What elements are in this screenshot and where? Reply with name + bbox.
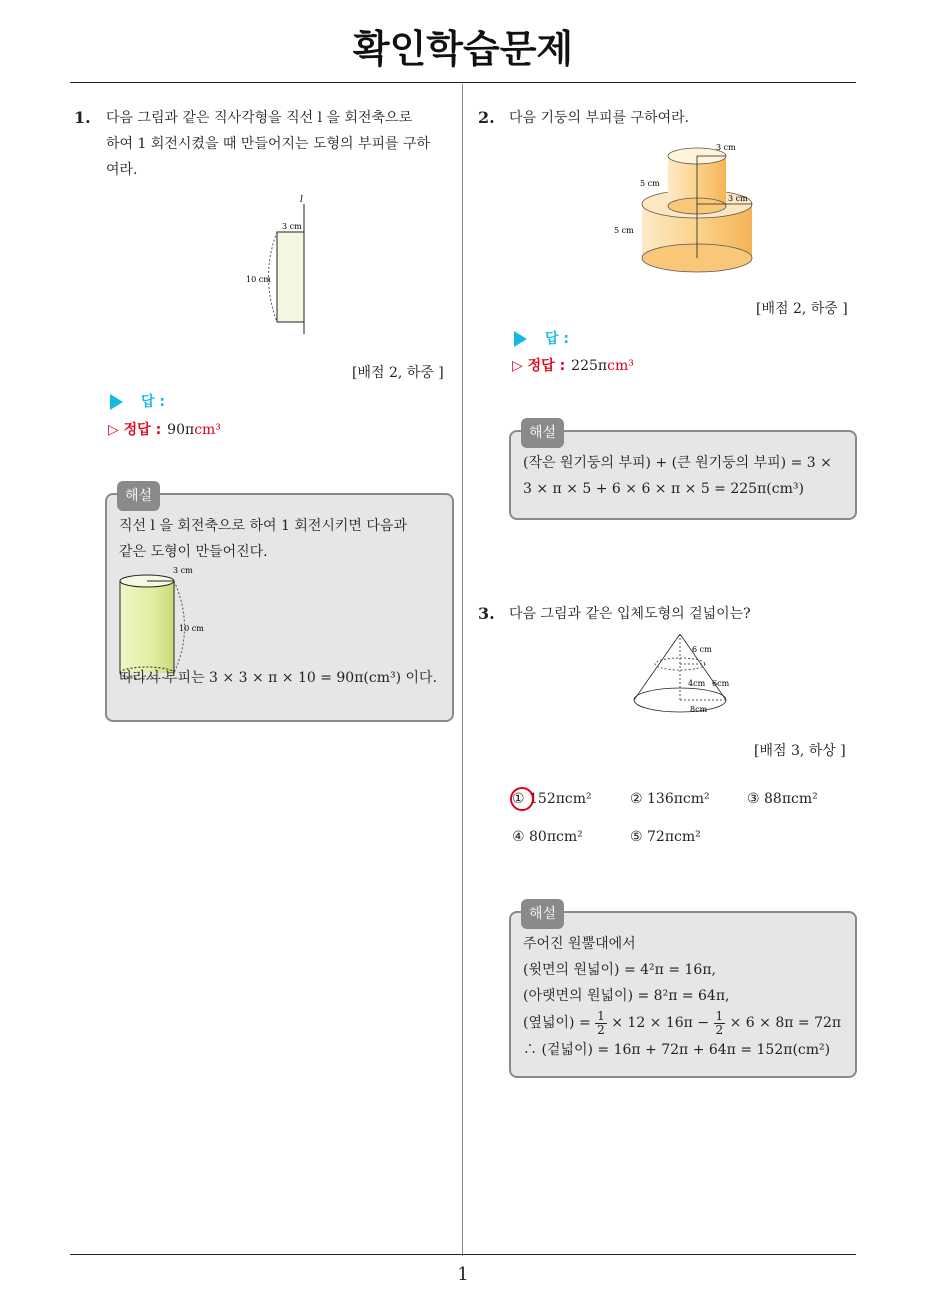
q2-answer-row — [514, 328, 569, 348]
q1-text — [106, 105, 458, 183]
q1-sol-fig-10cm: 10 cm — [179, 624, 204, 633]
q3-fig-6cm-side: 6cm — [712, 679, 730, 688]
q3-number: 3. — [478, 604, 495, 623]
q3-fig-6cm-top: 6 cm — [692, 645, 712, 654]
q1-sol-line1: 직선 l 을 회전축으로 하여 1 회전시키면 다음과 — [119, 518, 407, 534]
q3-solution-box — [509, 906, 857, 1078]
q1-text-line1: 다음 그림과 같은 직사각형을 직선 l 을 회전축으로 — [106, 110, 413, 126]
q1-fig-3cm-label: 3 cm — [282, 222, 302, 231]
q3-frac2-den: 2 — [715, 1022, 724, 1037]
q1-number: 1. — [74, 108, 91, 127]
q1-answer-label: 답 : — [141, 394, 165, 410]
q2-number: 2. — [478, 108, 495, 127]
q3-fig-8cm: 8cm — [690, 705, 708, 714]
q1-fig-l-label: l — [300, 195, 303, 205]
q1-answer-row — [110, 391, 165, 411]
q3-fig-4cm: 4cm — [688, 679, 706, 688]
q2-text: 다음 기둥의 부피를 구하여라. — [509, 110, 690, 126]
q3-sol-line4-c: × 6 × 8π = 72π — [729, 1015, 842, 1031]
q2-correct-value: 225π — [571, 358, 608, 374]
q1-text-line2: 하여 1 회전시켰을 때 만들어지는 도형의 부피를 구하 — [106, 136, 431, 152]
selected-answer-circle-icon — [508, 786, 536, 812]
q3-choice-5[interactable]: ⑤ 72πcm² — [630, 829, 701, 845]
q2-fig-5cm-b: 5 cm — [614, 226, 634, 235]
q3-sol-line1: 주어진 원뿔대에서 — [523, 936, 636, 952]
q1-correct-label: ▷ 정답 : — [108, 422, 162, 438]
q3-sol-line5: ∴ (겉넓이) = 16π + 72π + 64π = 152π(cm²) — [523, 1042, 831, 1058]
q2-fig-3cm-mid: 3 cm — [728, 194, 748, 203]
q3-frac2-num: 1 — [715, 1008, 724, 1023]
q2-sol-line2: 3 × π × 5 + 6 × 6 × π × 5 = 225π(cm³) — [523, 481, 804, 497]
q1-solution-tag: 해설 — [117, 481, 160, 511]
q2-stacked-cylinders-figure — [610, 140, 760, 276]
q3-fraction-1 — [595, 1010, 607, 1037]
q1-correct-row — [108, 419, 221, 439]
q1-solution-box — [105, 488, 454, 722]
answer-triangle-icon — [514, 331, 527, 347]
q3-sol-line4-a: (옆넓이) = — [523, 1015, 591, 1031]
top-rule — [70, 82, 856, 83]
q1-correct-value: 90π — [167, 422, 195, 438]
q2-fig-5cm-a: 5 cm — [640, 179, 660, 188]
bottom-rule — [70, 1254, 856, 1255]
q3-frac1-den: 2 — [597, 1022, 605, 1037]
q3-choice-3[interactable]: ③ 88πcm² — [747, 791, 818, 807]
q3-meta: [배점 3, 하상 ] — [754, 743, 846, 759]
page-number: 1 — [457, 1264, 469, 1285]
q3-text: 다음 그림과 같은 입체도형의 겉넓이는? — [509, 606, 751, 622]
q2-correct-row — [512, 355, 634, 375]
q1-correct-unit: cm³ — [194, 422, 221, 438]
page-title: 확인학습문제 — [352, 27, 574, 71]
q1-sol-fig-3cm: 3 cm — [173, 566, 193, 575]
q3-solution-tag: 해설 — [521, 899, 564, 929]
q1-sol-line3: 따라서 부피는 3 × 3 × π × 10 = 90π(cm³) 이다. — [119, 670, 438, 686]
q3-sol-line4-b: × 12 × 16π − — [611, 1015, 710, 1031]
q1-sol-line2: 같은 도형이 만들어진다. — [119, 544, 268, 560]
q3-fraction-2 — [714, 1010, 726, 1037]
q3-sol-line4 — [523, 1009, 843, 1037]
q2-solution-tag: 해설 — [521, 418, 564, 448]
q3-frustum-figure — [626, 630, 746, 718]
q2-answer-label: 답 : — [545, 331, 569, 347]
q3-sol-line2: (윗면의 원넓이) = 4²π = 16π, — [523, 962, 716, 978]
q3-choice-4[interactable]: ④ 80πcm² — [512, 829, 583, 845]
answer-triangle-icon — [110, 394, 123, 410]
q1-fig-10cm-label: 10 cm — [246, 275, 271, 284]
q1-rectangle-figure — [240, 190, 320, 336]
q1-meta: [배점 2, 하중 ] — [352, 365, 444, 381]
q2-solution-box — [509, 425, 857, 520]
q1-text-line3: 여라. — [106, 162, 138, 178]
q3-choice-1[interactable]: ① 152πcm² — [512, 791, 592, 807]
q2-correct-label: ▷ 정답 : — [512, 358, 566, 374]
column-divider — [462, 84, 463, 1256]
q2-correct-unit: cm³ — [607, 358, 634, 374]
q3-frac1-num: 1 — [597, 1008, 605, 1023]
q2-meta: [배점 2, 하중 ] — [756, 301, 848, 317]
q3-sol-line3: (아랫면의 원넓이) = 8²π = 64π, — [523, 988, 730, 1004]
q2-sol-line1: (작은 원기둥의 부피) + (큰 원기둥의 부피) = 3 × — [523, 455, 832, 471]
q2-fig-3cm-top: 3 cm — [716, 143, 736, 152]
q3-choice-2[interactable]: ② 136πcm² — [630, 791, 710, 807]
